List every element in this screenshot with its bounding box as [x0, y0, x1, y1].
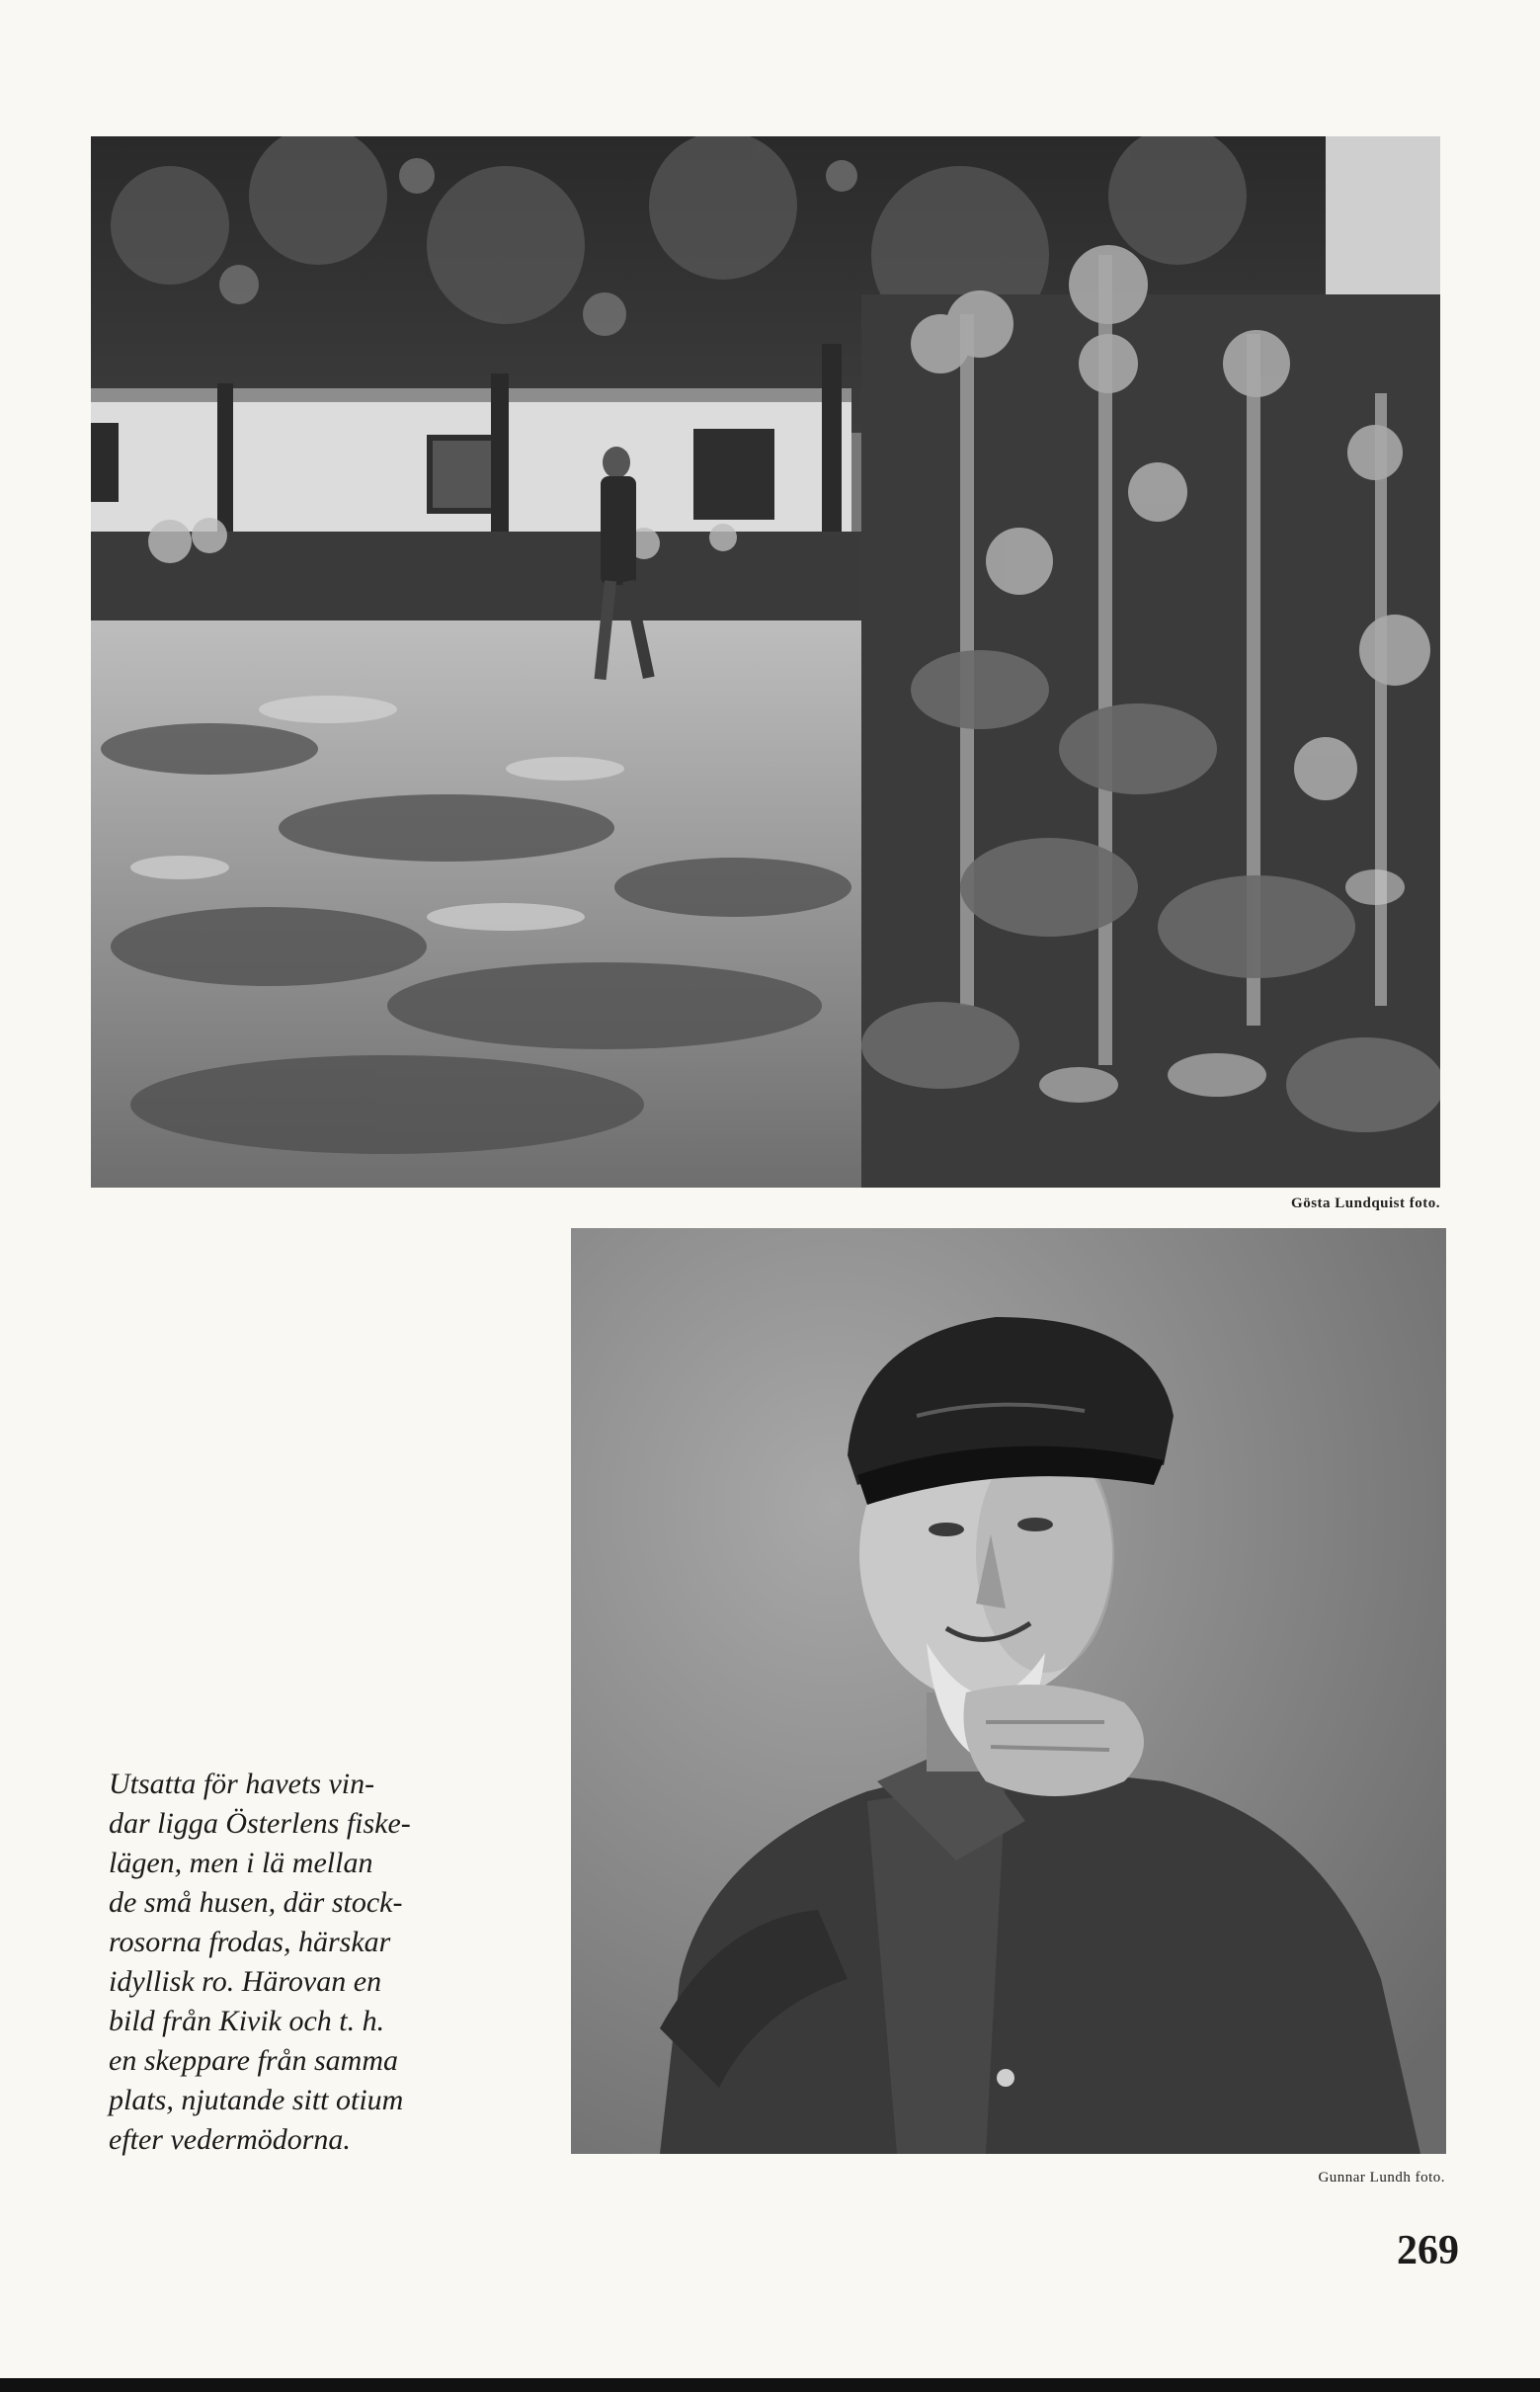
caption-line: lägen, men i lä mellan [109, 1847, 373, 1879]
skipper-portrait-photograph [571, 1228, 1446, 2154]
caption-line: plats, njutande sitt otium [109, 2084, 404, 2116]
caption-line: en skeppare från samma [109, 2044, 399, 2077]
garden-photo-illustration [91, 136, 1440, 1188]
skipper-portrait-illustration [571, 1228, 1446, 2154]
caption-line: bild från Kivik och t. h. [109, 2005, 385, 2037]
scan-border [0, 2378, 1540, 2392]
caption-line: efter vedermödorna. [109, 2123, 351, 2156]
top-photo-credit: Gösta Lundquist foto. [1291, 1196, 1440, 1211]
photo-caption [109, 1765, 484, 2160]
garden-photograph [91, 136, 1440, 1188]
caption-line: Utsatta för havets vin- [109, 1768, 375, 1800]
bottom-photo-credit: Gunnar Lundh foto. [1318, 2170, 1445, 2186]
caption-line: dar ligga Österlens fiske- [109, 1807, 411, 1840]
page-number: 269 [1397, 2228, 1459, 2273]
caption-line: de små husen, där stock- [109, 1886, 403, 1919]
caption-line: idyllisk ro. Härovan en [109, 1965, 382, 1998]
caption-line: rosorna frodas, härskar [109, 1926, 391, 1958]
